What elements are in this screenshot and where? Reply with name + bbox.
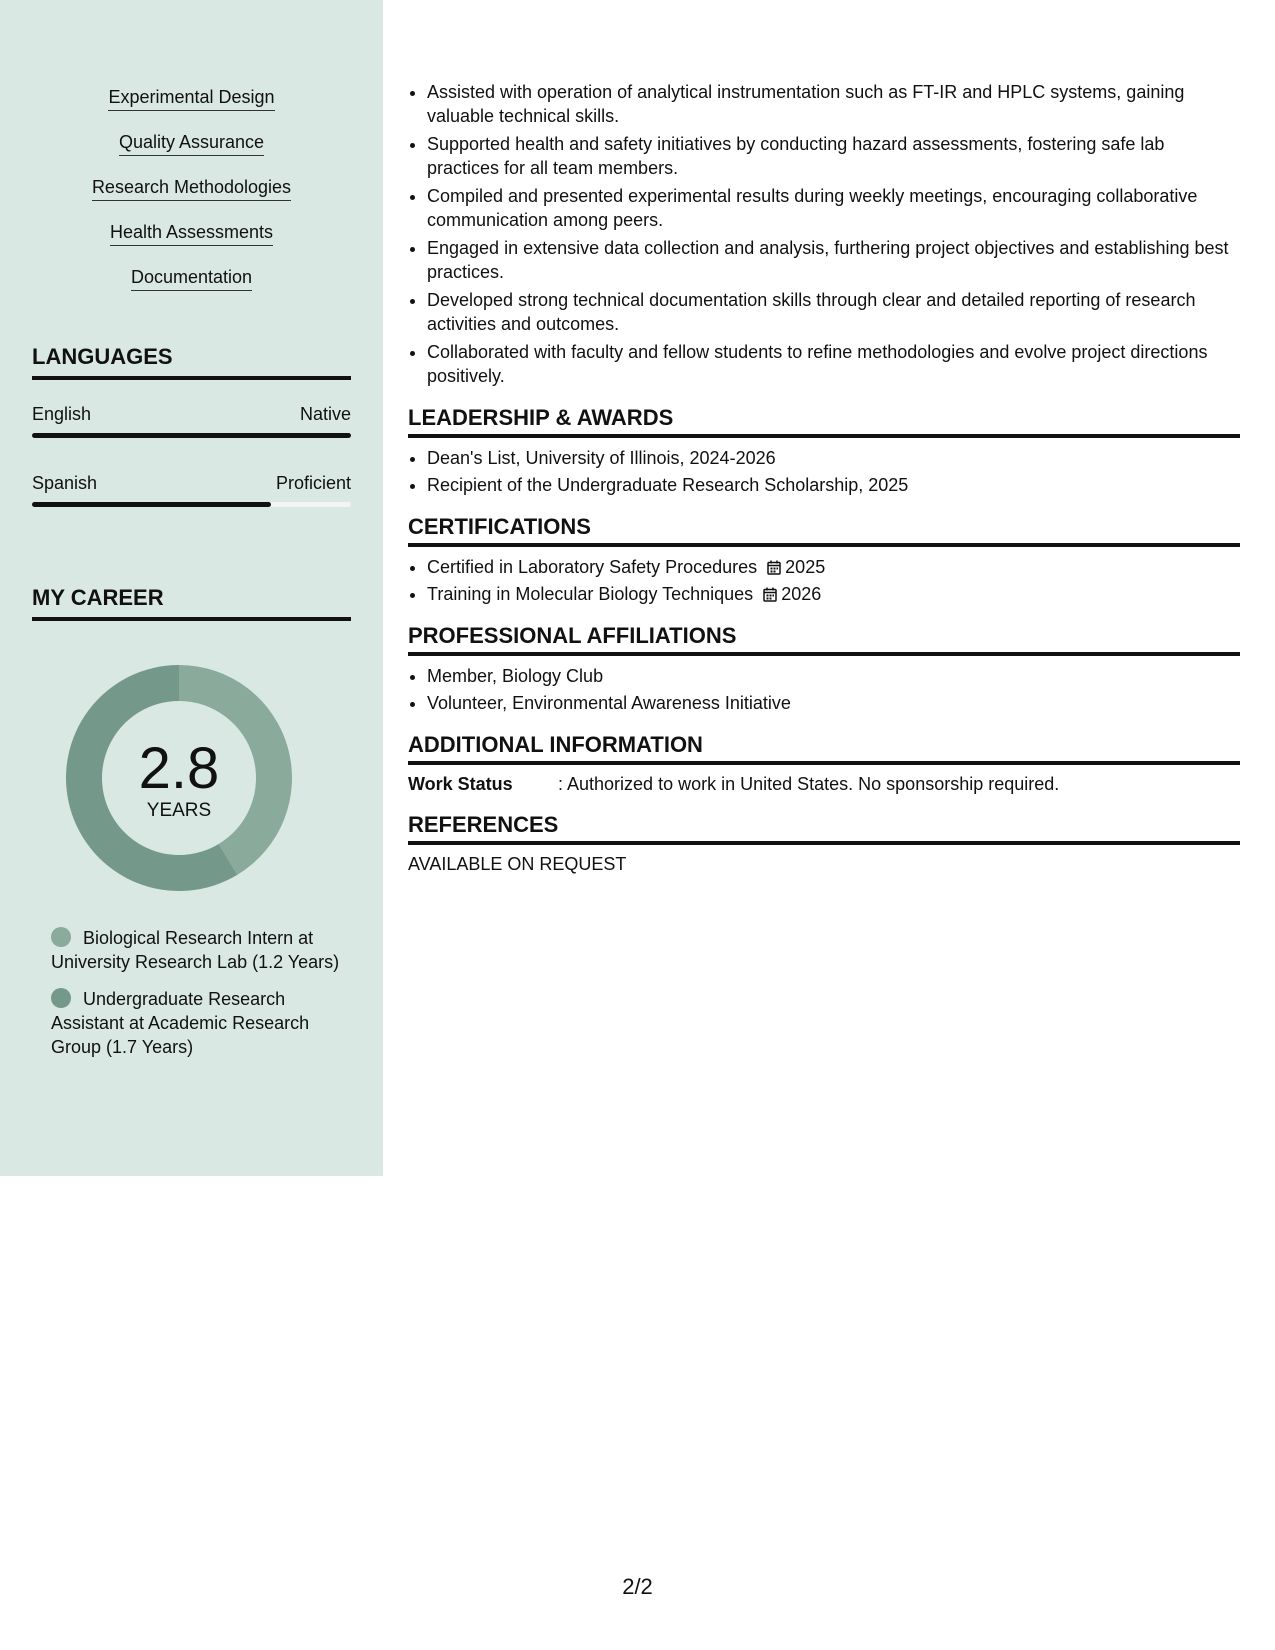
references-text: AVAILABLE ON REQUEST xyxy=(408,854,627,874)
skill-item xyxy=(32,86,351,131)
career-heading: MY CAREER xyxy=(32,584,351,621)
affiliation-item: • Volunteer, Environmental Awareness Initiative xyxy=(427,691,1240,715)
career-total-unit: YEARS xyxy=(146,800,212,821)
language-bar-fill xyxy=(32,502,271,507)
leadership-list xyxy=(408,446,1240,497)
skill-item xyxy=(32,221,351,266)
career-donut-center xyxy=(66,665,292,891)
certification-name: Certified in Laboratory Safety Procedures xyxy=(427,557,758,577)
language-name: English xyxy=(32,404,92,424)
skill-label: Quality Assurance xyxy=(119,131,264,156)
experience-bullet: • Supported health and safety initiatives by conducting hazard assessments, fostering safe lab practices for all team members. xyxy=(427,132,1240,180)
certification-item xyxy=(427,582,1240,606)
main-content xyxy=(408,80,1240,875)
certification-year: 2026 xyxy=(781,584,822,604)
leadership-item: • Recipient of the Undergraduate Research Scholarship, 2025 xyxy=(427,473,1240,497)
calendar-icon xyxy=(767,560,781,575)
skill-item xyxy=(32,266,351,311)
additional-info-heading: ADDITIONAL INFORMATION xyxy=(408,731,1240,765)
career-total-value: 2.8 xyxy=(138,736,220,801)
career-legend-item xyxy=(51,926,341,974)
language-name: Spanish xyxy=(32,473,98,493)
language-level: Proficient xyxy=(275,473,351,493)
additional-info-section xyxy=(408,731,1240,795)
legend-dot xyxy=(51,927,71,947)
certification-item xyxy=(427,555,1240,579)
language-bar-fill xyxy=(32,433,351,438)
skill-item xyxy=(32,176,351,221)
legend-dot xyxy=(51,988,71,1008)
language-bar-english xyxy=(32,433,351,438)
work-status-label: Work Status xyxy=(408,774,513,794)
skill-item xyxy=(32,131,351,176)
certification-name: Training in Molecular Biology Techniques xyxy=(427,584,754,604)
legend-label: Undergraduate Research Assistant at Academic Research Group (1.7 Years) xyxy=(51,989,310,1057)
career-legend-item xyxy=(51,987,341,1059)
legend-label: Biological Research Intern at University Research Lab (1.2 Years) xyxy=(51,928,340,972)
experience-bullet: • Collaborated with faculty and fellow students to refine methodologies and evolve project directions positively. xyxy=(427,340,1240,388)
experience-bullet: • Assisted with operation of analytical instrumentation such as FT-IR and HPLC systems, gaining valuable technical skills. xyxy=(427,80,1240,128)
affiliations-heading: PROFESSIONAL AFFILIATIONS xyxy=(408,622,1240,656)
skills-list xyxy=(32,86,351,311)
certifications-list xyxy=(408,555,1240,606)
language-level: Native xyxy=(299,404,351,424)
affiliations-section xyxy=(408,622,1240,715)
sidebar xyxy=(0,0,383,1176)
page-number: 2/2 xyxy=(622,1574,653,1599)
affiliations-list xyxy=(408,664,1240,715)
calendar-icon xyxy=(763,587,777,602)
references-section xyxy=(408,811,1240,875)
skill-label: Documentation xyxy=(131,266,252,291)
language-row-spanish xyxy=(32,472,351,494)
leadership-heading: LEADERSHIP & AWARDS xyxy=(408,404,1240,438)
work-status-value: : Authorized to work in United States. No sponsorship required. xyxy=(558,774,1060,794)
experience-bullet: • Compiled and presented experimental results during weekly meetings, encouraging collaborative communication among peers. xyxy=(427,184,1240,232)
experience-bullet: • Developed strong technical documentation skills through clear and detailed reporting of research activities and outcomes. xyxy=(427,288,1240,336)
experience-bullet: • Engaged in extensive data collection and analysis, furthering project objectives and establishing best practices. xyxy=(427,236,1240,284)
skill-label: Research Methodologies xyxy=(92,176,291,201)
certifications-section xyxy=(408,513,1240,606)
language-bar-spanish xyxy=(32,502,351,507)
skill-label: Experimental Design xyxy=(108,86,274,111)
languages-heading: LANGUAGES xyxy=(32,343,351,380)
skill-label: Health Assessments xyxy=(110,221,273,246)
affiliation-item: • Member, Biology Club xyxy=(427,664,1240,688)
references-heading: REFERENCES xyxy=(408,811,1240,845)
certification-year: 2025 xyxy=(785,557,826,577)
career-legend xyxy=(51,926,341,1072)
language-row-english xyxy=(32,403,351,425)
leadership-section xyxy=(408,404,1240,497)
work-status-row xyxy=(408,773,1240,795)
experience-bullets xyxy=(408,80,1240,388)
certifications-heading: CERTIFICATIONS xyxy=(408,513,1240,547)
leadership-item: • Dean's List, University of Illinois, 2024-2026 xyxy=(427,446,1240,470)
